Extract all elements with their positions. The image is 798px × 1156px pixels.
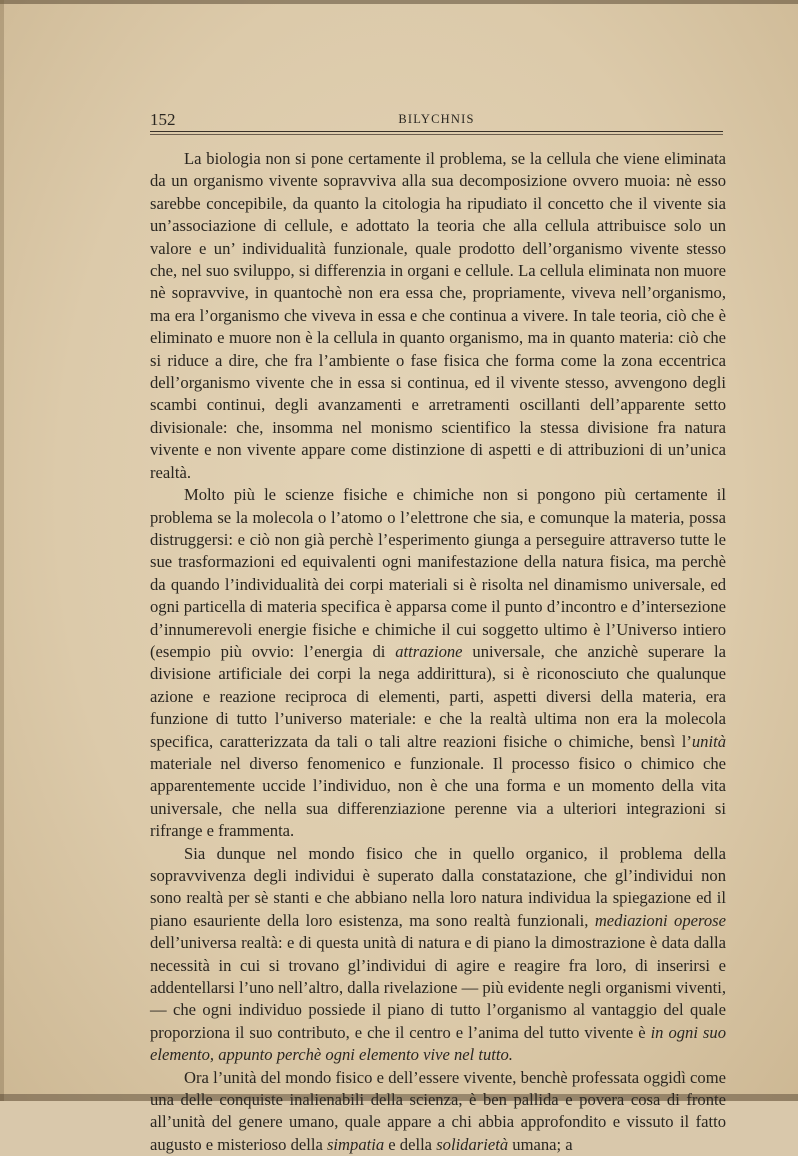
paragraph-text: e della [384, 1134, 437, 1154]
paragraph [150, 484, 726, 843]
running-header [150, 110, 723, 132]
italic-text: solidarietà [436, 1134, 509, 1154]
paragraph [150, 843, 726, 1067]
paragraph-text: Molto più le scienze fisiche e chimiche non si pongono più certamente il problema se la molecola o l’atomo o l’elettrone che sia, e comunque la materia, possa distruggersi: e ciò non già perchè l’esperimento giunga a perseguire attraverso tutte le sue trasformazioni ed equivalenti ogni manifestazione della natura fisica, ma perchè da quando l’individualità dei corpi materiali si è risolta nel dinamismo universale, ed ogni particella di materia specifica è apparsa come il punto d’incontro e d’intersezione d’innumerevoli energie fisiche e chimiche il cui soggetto ultimo è l’Universo intiero (esempio più ovvio: l’energia di [150, 485, 726, 661]
paragraph [150, 1067, 726, 1156]
paragraph-text: materiale nel diverso fenomenico e funzionale. Il processo fisico o chimico che apparentemente uccide l’individuo, non è che una forma e un momento della vita universale, che nella sua differenziazione perenne via a ulteriori integrazioni si rifrange e frammenta. [150, 753, 726, 841]
paragraph-text: dell’universa realtà: e di questa unità di natura e di piano la dimostrazione è data dalla necessità in cui si trovano gl’individui di agire e reagire fra loro, di inserirsi e addentellarsi l’uno nell’altro, dalla rivelazione — più evidente negli organismi viventi, — che ogni individuo possiede il piano di tutto l’organismo al vantaggio del quale proporziona il suo contributo, e che il centro e l’anima del tutto vivente è [150, 933, 726, 1042]
paragraph-text: La biologia non si pone certamente il problema, se la cellula che viene eliminata da un organismo vivente sopravviva alla sua decomposizione ovvero muoia: nè esso sarebbe concepibile, da quanto la citologia ha ripudiato il concetto che il vivente sia un’associazione di cellule, e adottato la teoria che alla cellula attribuisce solo un valore e un’ individualità funzionale, quale prodotto dell’organismo vivente stesso che, nel suo sviluppo, si differenzia in organi e cellule. La cellula eliminata non muore nè sopravvive, in quantochè non era essa che, propriamente, viveva nell’organismo, ma era l’organismo che viveva in essa e che continua a vivere. In tale teoria, ciò che è eliminato e muore non è la cellula in quanto organismo, ma in quanto materia: ciò che si riduce a dire, che fra l’ambiente o fase fisica che forma come la zona eccentrica dell’organismo vivente che in essa si continua, ed il vivente stesso, avvengono degli scambi continui, degli avanzamenti e arretramenti oscillanti dell’apparente setto divisionale: che, insomma nel monismo scientifico la stessa divisione fra natura vivente e non vivente appare come distinzione di aspetti e di attribuzioni di un’unica realtà. [150, 149, 726, 482]
italic-text: unità [691, 731, 726, 751]
body-text [150, 148, 726, 1156]
header-rule [150, 131, 723, 132]
running-title: BILYCHNIS [398, 112, 475, 126]
paragraph-text: Sia dunque nel mondo fisico che in quello organico, il problema della sopravvivenza degli individui è superato dalla constatazione, che gl’individui non sono realtà per sè stanti e che abbiano nella loro natura individua la spiegazione ed il piano esauriente della loro esistenza, ma sono realtà funzionali, [150, 843, 726, 930]
page-number: 152 [150, 110, 176, 129]
paragraph-text: Ora l’unità del mondo fisico e dell’essere vivente, benchè professata oggidì come una delle conquiste inalienabili della scienza, è ben pallida e povera cosa di fronte all’unità del genere umano, quale appare a chi abbia approfondito e vissuto il fatto augusto e misterioso della [150, 1067, 726, 1154]
italic-text: in ogni suo elemento, appunto perchè ogni elemento vive nel tutto. [150, 1022, 726, 1065]
page-edge-left [0, 0, 4, 1101]
italic-text: simpatia [326, 1134, 385, 1154]
page-edge-top [0, 0, 798, 4]
paragraph [150, 148, 726, 484]
italic-text: attrazione [395, 641, 463, 661]
paragraph-text: umana; a [508, 1134, 573, 1154]
header-rule-thin [150, 134, 723, 135]
paragraph-text: universale, che anzichè superare la divisione artificiale dei corpi la nega addirittura), si è riconosciuto che qualunque azione e reazione reciproca di elementi, parti, aspetti diversi della materia, era funzione di tutto l’universo materiale: e che la realtà ultima non era la molecola specifica, caratterizzata da tali o tali altre reazioni fisiche o chimiche, bensì l’ [150, 641, 727, 751]
italic-text: mediazioni operose [594, 910, 726, 930]
